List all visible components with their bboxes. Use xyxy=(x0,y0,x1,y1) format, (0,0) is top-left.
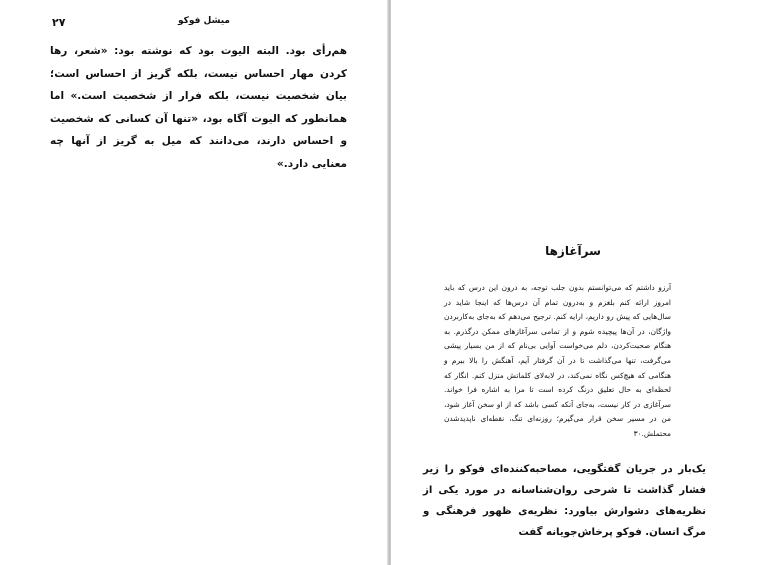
paragraph: هم‌رأی بود. البته الیوت بود که نوشته بود: «شعر، رها کردن مهار احساس نیست، بلکه گریز از احساس است؛ بیان شخصیت نیست، بلکه فرار از شخصیت است.» اما همانطور که الیوت آگاه بود، «تنها آن کسانی که شخصیت و احساس دارند، می‌دانند که میل به گریز از آنها چه معنایی دارد.» xyxy=(50,45,347,170)
right-body-text xyxy=(423,459,706,543)
left-body-text xyxy=(50,40,347,175)
page-number: ۲۷ xyxy=(52,16,66,29)
epigraph-quote xyxy=(444,281,671,442)
quote-text: آرزو داشتم که می‌توانستم بدون جلب توجه، به درون این درس که باید امروز ارائه کنم بلغزم و به‌درون تمام آن درس‌ها که اینجا شاید در سال‌هایی که پیش رو داریم، ارایه کنم. ترجیح می‌دهم که به‌جای به‌کاربردن واژگان، در آن‌ها پیچیده شوم و از تمامی سرآغازهای ممکن درگذرم. به هنگام صحبت‌کردن، دلم می‌خواست آوایی بی‌نام که از من بسیار پیشی می‌گرفت، تنها می‌گذاشت تا در آن گرفتار آیم، آهنگش را بالا ببرم و هنگامی که هیچ‌کس نگاه نمی‌کند، در لابه‌لای کلماتش منزل کنم. انگار که لحظه‌ای به حال تعلیق درنگ کرده است تا مرا به اشاره فرا خواند. سرآغازی در کار نیست، به‌جای آنکه کسی باشد که از او سخن آغاز شود، من در مسیر سخن قرار می‌گیرم؛ روزنه‌ای تنگ، نقطه‌ای ناپدیدشدن محتملش.۳۰ xyxy=(444,283,671,438)
left-page xyxy=(0,0,388,565)
section-title: سرآغازها xyxy=(545,244,601,258)
running-title: میشل فوکو xyxy=(178,16,230,26)
paragraph: یک‌بار در جریان گفتگویی، مصاحبه‌کننده‌ای فوکو را زیر فشار گذاشت تا شرحی روان‌شناسانه در مورد یکی از نظریه‌های دشوارش بیاورد: نظریه‌ی ظهور فرهنگی و مرگ انسان. فوکو پرخاش‌جویانه گفت xyxy=(423,464,706,538)
